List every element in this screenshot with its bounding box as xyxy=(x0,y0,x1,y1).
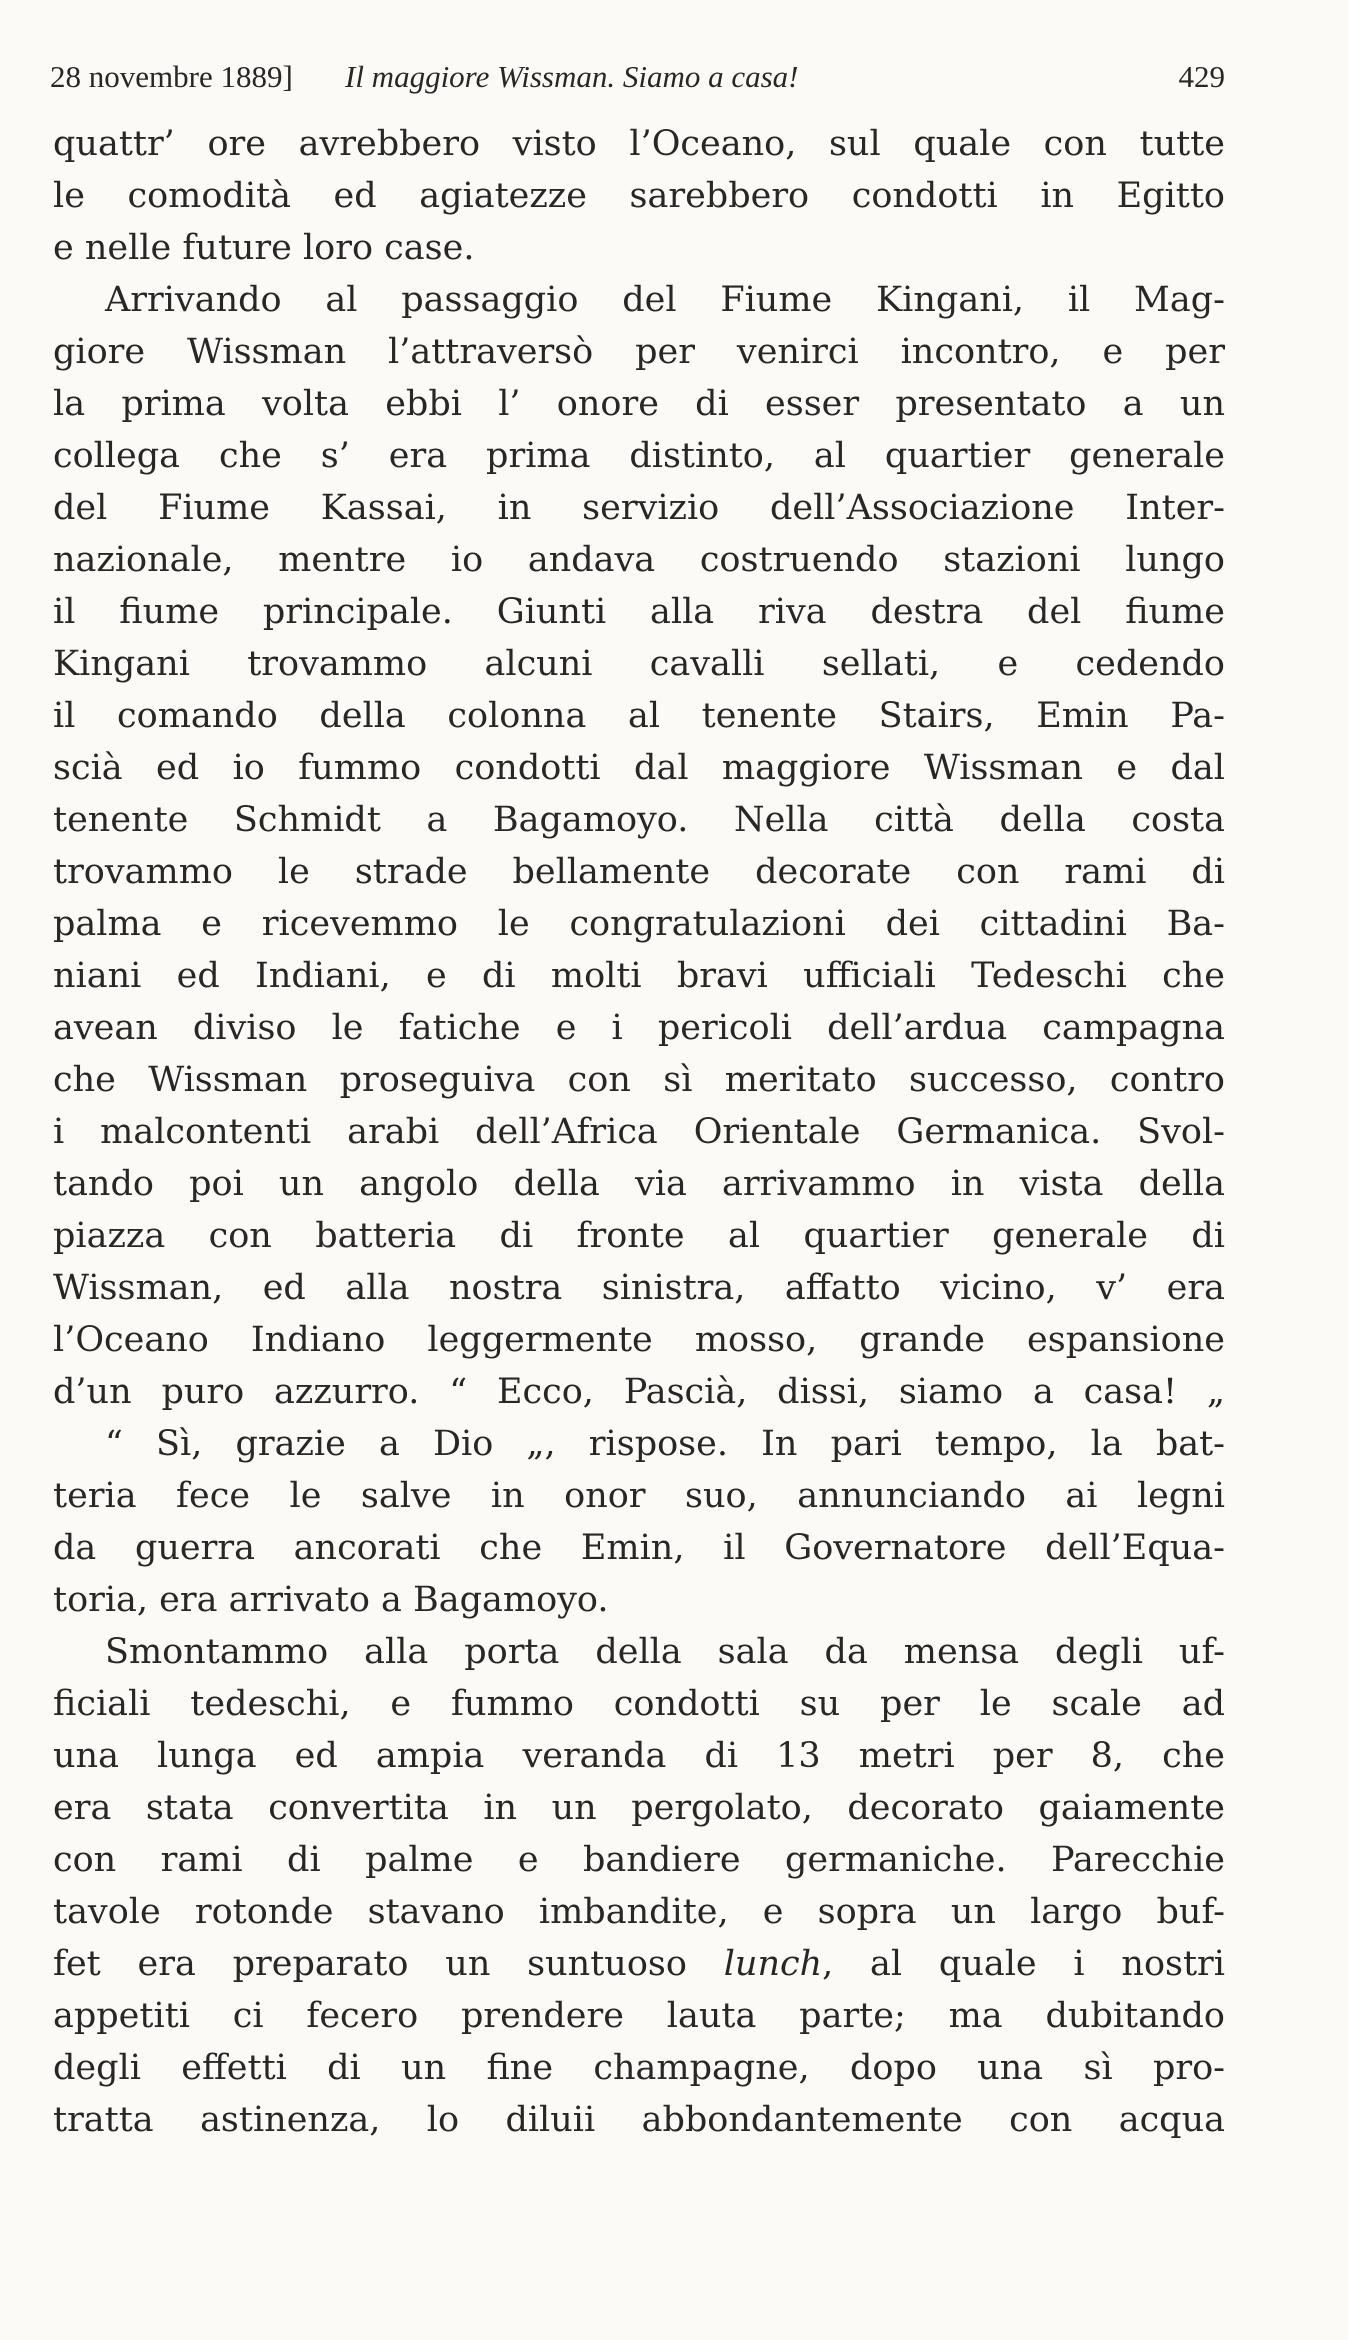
text-line: teria fece le salve in onor suo, annunciando ai legni xyxy=(53,1476,1225,1516)
text-line: tando poi un angolo della via arrivammo in vista della xyxy=(53,1164,1225,1204)
text-line: niani ed Indiani, e di molti bravi ufficiali Tedeschi che xyxy=(53,956,1225,996)
text-line: il fiume principale. Giunti alla riva destra del fiume xyxy=(53,592,1225,632)
text-line: tenente Schmidt a Bagamoyo. Nella città della costa xyxy=(53,800,1225,840)
text-line: e nelle future loro case. xyxy=(53,228,475,268)
page-number: 429 xyxy=(1178,59,1225,94)
text-run: , al quale i nostri xyxy=(822,1944,1225,1984)
text-line: una lunga ed ampia veranda di 13 metri per 8, che xyxy=(53,1736,1225,1776)
running-head xyxy=(50,52,1225,102)
italic-word: lunch xyxy=(723,1944,823,1984)
text-line: con rami di palme e bandiere germaniche. Parecchie xyxy=(53,1840,1225,1880)
running-head-title: Il maggiore Wissman. Siamo a casa! xyxy=(345,59,799,94)
text-line: ficiali tedeschi, e fummo condotti su per le scale ad xyxy=(53,1684,1225,1724)
body-text xyxy=(53,118,1225,2146)
text-line: trovammo le strade bellamente decorate con rami di xyxy=(53,852,1225,892)
text-line: quattr’ ore avrebbero visto l’Oceano, sul quale con tutte xyxy=(53,124,1225,164)
text-line-with-italic xyxy=(53,1938,1225,1990)
text-line: palma e ricevemmo le congratulazioni dei cittadini Ba- xyxy=(53,904,1225,944)
text-line: avean diviso le fatiche e i pericoli dell’ardua campagna xyxy=(53,1008,1225,1048)
text-line: Wissman, ed alla nostra sinistra, affatto vicino, v’ era xyxy=(53,1268,1225,1308)
text-run: fet era preparato un suntuoso xyxy=(53,1944,724,1984)
text-line: toria, era arrivato a Bagamoyo. xyxy=(53,1580,609,1620)
text-line: appetiti ci fecero prendere lauta parte; ma dubitando xyxy=(53,1996,1225,2036)
text-line: collega che s’ era prima distinto, al quartier generale xyxy=(53,436,1225,476)
text-line: tratta astinenza, lo diluii abbondantemente con acqua xyxy=(53,2100,1225,2140)
text-line: era stata convertita in un pergolato, decorato gaiamente xyxy=(53,1788,1225,1828)
text-line: “ Sì, grazie a Dio „, rispose. In pari tempo, la bat- xyxy=(105,1424,1225,1464)
text-line: da guerra ancorati che Emin, il Governatore dell’Equa- xyxy=(53,1528,1225,1568)
text-line: le comodità ed agiatezze sarebbero condotti in Egitto xyxy=(53,176,1225,216)
text-line: l’Oceano Indiano leggermente mosso, grande espansione xyxy=(53,1320,1225,1360)
text-line: il comando della colonna al tenente Stairs, Emin Pa- xyxy=(53,696,1225,736)
text-line: d’un puro azzurro. “ Ecco, Pascià, dissi, siamo a casa! „ xyxy=(53,1372,1225,1412)
text-line: Kingani trovammo alcuni cavalli sellati, e cedendo xyxy=(53,644,1225,684)
text-line: degli effetti di un fine champagne, dopo una sì pro- xyxy=(53,2048,1225,2088)
text-line: i malcontenti arabi dell’Africa Orientale Germanica. Svol- xyxy=(53,1112,1225,1152)
text-line: tavole rotonde stavano imbandite, e sopra un largo buf- xyxy=(53,1892,1225,1932)
text-line: giore Wissman l’attraversò per venirci incontro, e per xyxy=(53,332,1225,372)
text-line: del Fiume Kassai, in servizio dell’Associazione Inter- xyxy=(53,488,1225,528)
text-line: Smontammo alla porta della sala da mensa degli uf- xyxy=(105,1632,1225,1672)
text-line: Arrivando al passaggio del Fiume Kingani, il Mag- xyxy=(105,280,1225,320)
text-line: la prima volta ebbi l’ onore di esser presentato a un xyxy=(53,384,1225,424)
text-line: scià ed io fummo condotti dal maggiore Wissman e dal xyxy=(53,748,1225,788)
text-line: che Wissman proseguiva con sì meritato successo, contro xyxy=(53,1060,1225,1100)
text-line: nazionale, mentre io andava costruendo stazioni lungo xyxy=(53,540,1225,580)
running-head-date: 28 novembre 1889] xyxy=(50,59,293,94)
text-line: piazza con batteria di fronte al quartier generale di xyxy=(53,1216,1225,1256)
